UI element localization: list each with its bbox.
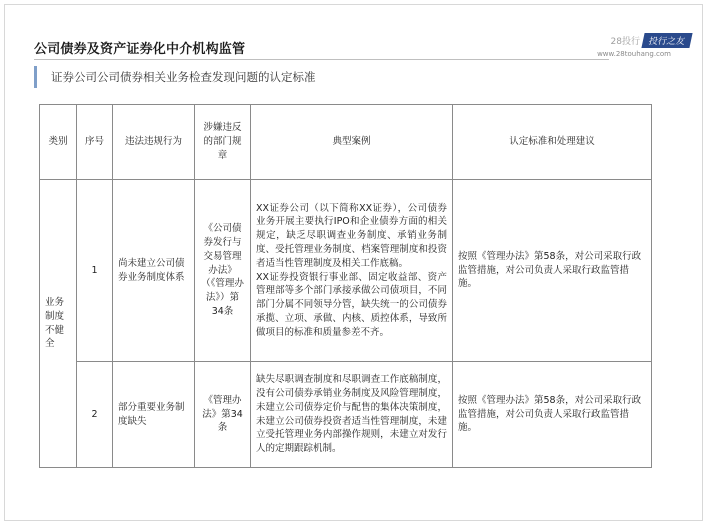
recommendation-cell: 按照《管理办法》第58条，对公司采取行政监管措施，对公司负责人采取行政监管措施。 — [453, 362, 652, 468]
column-header-number: 序号 — [77, 105, 113, 180]
rule-cell: 《管理办法》第34条 — [195, 362, 251, 468]
table-header-row — [40, 105, 652, 180]
watermark-brand: 投行之友 — [641, 33, 692, 48]
watermark-url: www.28touhang.com — [597, 50, 671, 58]
section-subtitle: 证券公司公司债券相关业务检查发现问题的认定标准 — [34, 66, 316, 88]
watermark-row — [571, 33, 691, 48]
title-divider — [34, 59, 609, 60]
recommendation-cell: 按照《管理办法》第58条，对公司采取行政监管措施，对公司负责人采取行政监管措施。 — [453, 180, 652, 362]
case-cell — [251, 180, 453, 362]
watermark-site-number: 28投行 — [610, 37, 640, 47]
rule-cell: 《公司债券发行与交易管理办法》（《管理办法》）第34条 — [195, 180, 251, 362]
column-header-rule: 涉嫌违反的部门规章 — [195, 105, 251, 180]
page-title: 公司债券及资产证券化中介机构监管 — [34, 42, 246, 57]
row-number: 2 — [77, 362, 113, 468]
column-header-case: 典型案例 — [251, 105, 453, 180]
violation-cell: 部分重要业务制度缺失 — [113, 362, 195, 468]
watermark — [571, 33, 691, 58]
column-header-violation: 违法违规行为 — [113, 105, 195, 180]
table-row — [40, 180, 652, 362]
case-paragraph: XX证券投资银行事业部、固定收益部、资产管理部等多个部门承接承做公司债项目，不同部门分属不同领导分管，缺失统一的公司债券承揽、立项、承做、内核、质控体系，导致所做项目的标准和质量参差不齐。 — [256, 271, 447, 338]
case-cell: 缺失尽职调查制度和尽职调查工作底稿制度，没有公司债券承销业务制度及风险管理制度，未建立公司债券定价与配售的集体决策制度，未建立公司债券投资者适当性管理制度，未建立受托管理业务内部操作规则，未建立对发行人的定期跟踪机制。 — [251, 362, 453, 468]
column-header-category: 类别 — [40, 105, 77, 180]
category-cell: 业务制度不健全 — [40, 180, 77, 468]
column-header-recommendation: 认定标准和处理建议 — [453, 105, 652, 180]
standards-table — [39, 104, 652, 468]
violation-cell: 尚未建立公司债券业务制度体系 — [113, 180, 195, 362]
case-paragraph: XX证券公司（以下简称XX证券），公司债券业务开展主要执行IPO和企业债券方面的相关规定，缺乏尽职调查业务制度、承销业务制度、受托管理业务制度、档案管理制度和投资者适当性管理制度及相关工作底稿。 — [256, 202, 447, 269]
row-number: 1 — [77, 180, 113, 362]
table-row — [40, 362, 652, 468]
